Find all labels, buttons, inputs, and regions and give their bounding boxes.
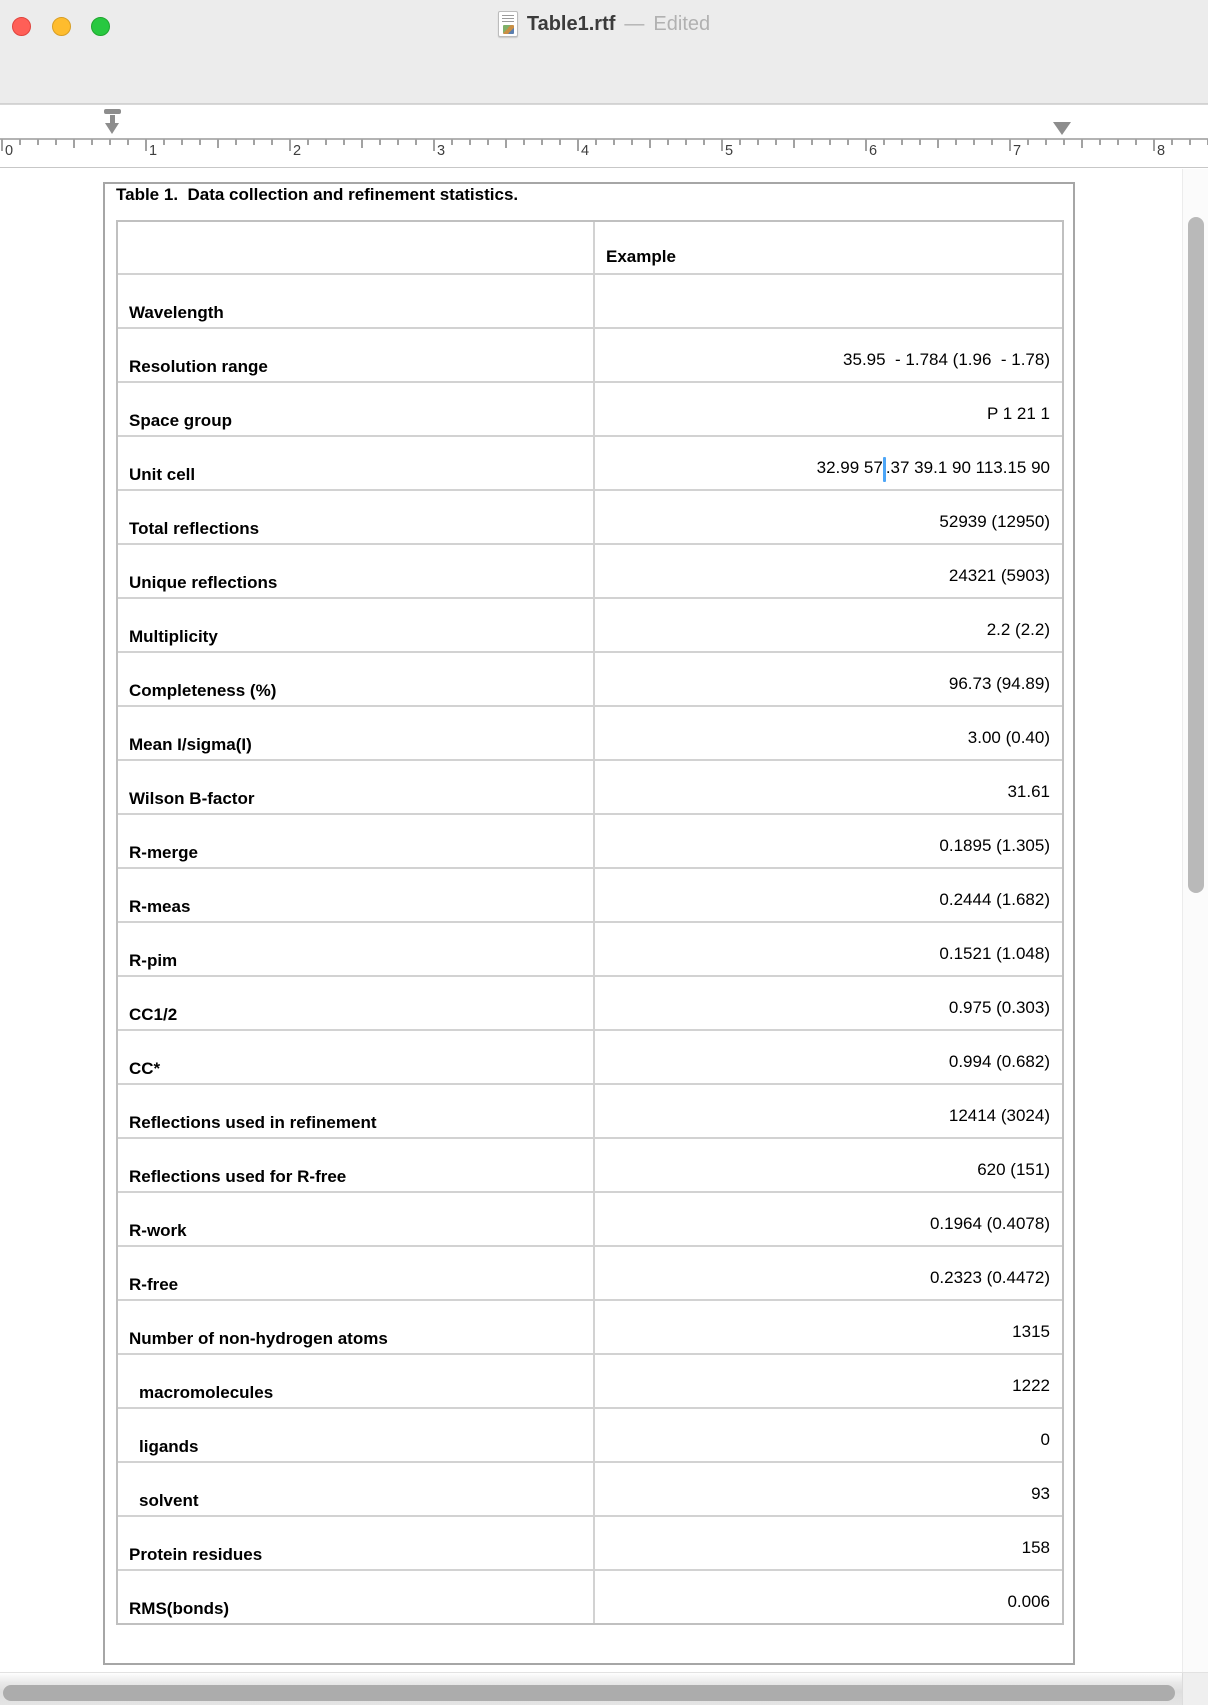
row-label[interactable]: Multiplicity: [129, 627, 218, 646]
table-row[interactable]: [118, 1083, 1062, 1137]
ruler-tick: [811, 139, 813, 145]
table-row[interactable]: [118, 327, 1062, 381]
table-row[interactable]: [118, 1245, 1062, 1299]
ruler-tick: [577, 139, 579, 151]
row-value[interactable]: P 1 21 1: [593, 383, 1062, 435]
ruler-tick: [757, 139, 759, 145]
ruler-tick: [109, 139, 111, 145]
row-value[interactable]: 52939 (12950): [593, 491, 1062, 543]
ruler-tick: [217, 139, 219, 148]
document-page[interactable]: [0, 169, 1208, 1705]
ruler-tick: [523, 139, 525, 145]
row-value[interactable]: 31.61: [593, 761, 1062, 813]
table-row[interactable]: [118, 1461, 1062, 1515]
ruler-tick: [361, 139, 363, 148]
table-row[interactable]: [118, 1029, 1062, 1083]
table-row[interactable]: [118, 975, 1062, 1029]
header-empty-cell[interactable]: [118, 222, 593, 273]
ruler-tick: [433, 139, 435, 151]
table-row[interactable]: [118, 381, 1062, 435]
ruler-tick: [469, 139, 471, 145]
ruler-tick: [1045, 139, 1047, 145]
ruler-number: 2: [293, 143, 302, 159]
ruler-tick: [1189, 139, 1191, 145]
row-value[interactable]: 1222: [593, 1355, 1062, 1407]
row-value[interactable]: 3.00 (0.40): [593, 707, 1062, 759]
table-row[interactable]: [118, 759, 1062, 813]
row-label[interactable]: solvent: [139, 1491, 199, 1510]
row-value[interactable]: 1315: [593, 1301, 1062, 1353]
row-value[interactable]: 0.1895 (1.305): [593, 815, 1062, 867]
title-separator: —: [624, 12, 645, 35]
ruler-tick: [163, 139, 165, 145]
ruler-tick: [595, 139, 597, 145]
ruler-tick: [307, 139, 309, 145]
row-value[interactable]: 0.006: [593, 1571, 1062, 1623]
table-row[interactable]: [118, 1353, 1062, 1407]
ruler-tick: [55, 139, 57, 145]
ruler-tick: [883, 139, 885, 145]
row-label[interactable]: Protein residues: [129, 1545, 263, 1564]
table-caption[interactable]: Table 1. Data collection and refinement statistics.: [116, 185, 519, 204]
row-label[interactable]: macromolecules: [139, 1383, 274, 1402]
ruler-tick: [703, 139, 705, 145]
row-label[interactable]: RMS(bonds): [129, 1599, 230, 1618]
ruler-tick: [289, 139, 291, 151]
ruler-tick: [127, 139, 129, 145]
value-before-cursor: 32.99 57: [816, 458, 883, 477]
ruler-tick: [19, 139, 21, 145]
ruler-tick: [739, 139, 741, 145]
horizontal-scrollbar-thumb[interactable]: [3, 1685, 1175, 1701]
row-label[interactable]: Wavelength: [129, 303, 224, 322]
row-label[interactable]: Number of non-hydrogen atoms: [129, 1329, 388, 1348]
statistics-table: [116, 220, 1064, 1625]
ruler-number: 4: [581, 143, 590, 159]
ruler-number: 8: [1157, 143, 1166, 159]
vertical-scrollbar-thumb[interactable]: [1188, 217, 1204, 893]
table-row[interactable]: [118, 1515, 1062, 1569]
ruler-tick: [1117, 139, 1119, 145]
ruler-tick: [541, 139, 543, 145]
table-row[interactable]: [118, 921, 1062, 975]
row-value[interactable]: 0.2444 (1.682): [593, 869, 1062, 921]
row-value[interactable]: 24321 (5903): [593, 545, 1062, 597]
row-label[interactable]: Completeness (%): [129, 681, 277, 700]
table-row[interactable]: [118, 273, 1062, 327]
row-label[interactable]: R-merge: [129, 843, 198, 862]
row-label[interactable]: Mean I/sigma(I): [129, 735, 252, 754]
table-row[interactable]: [118, 1137, 1062, 1191]
edited-status: Edited: [653, 12, 711, 35]
ruler-tick: [685, 139, 687, 145]
table-row[interactable]: [118, 813, 1062, 867]
ruler-tick: [775, 139, 777, 145]
table-row[interactable]: [118, 1569, 1062, 1623]
table-row[interactable]: [118, 651, 1062, 705]
table-row[interactable]: [118, 1299, 1062, 1353]
table-row[interactable]: [118, 867, 1062, 921]
ruler-tick: [937, 139, 939, 148]
ruler-tick: [919, 139, 921, 145]
row-label[interactable]: R-pim: [129, 951, 178, 970]
ruler-tick: [145, 139, 147, 151]
row-label[interactable]: Total reflections: [129, 519, 260, 538]
ruler-tick: [793, 139, 795, 148]
row-label[interactable]: R-work: [129, 1221, 187, 1240]
row-value[interactable]: 2.2 (2.2): [593, 599, 1062, 651]
first-line-indent-marker[interactable]: [104, 109, 121, 114]
title-bar: [0, 0, 1208, 48]
row-value[interactable]: [593, 437, 1062, 489]
window-title-group[interactable]: [0, 0, 1208, 48]
row-value[interactable]: 158: [593, 1517, 1062, 1569]
row-value[interactable]: 93: [593, 1463, 1062, 1515]
ruler-tick: [451, 139, 453, 145]
ruler-tick: [397, 139, 399, 145]
table-row[interactable]: [118, 1191, 1062, 1245]
row-value[interactable]: 35.95 - 1.784 (1.96 - 1.78): [593, 329, 1062, 381]
row-label[interactable]: Unit cell: [129, 465, 196, 484]
row-value[interactable]: 620 (151): [593, 1139, 1062, 1191]
ruler-tick: [991, 139, 993, 145]
ruler-tick: [343, 139, 345, 145]
ruler-tick: [1099, 139, 1101, 145]
row-label[interactable]: CC*: [129, 1059, 161, 1078]
row-label[interactable]: R-free: [129, 1275, 179, 1294]
vertical-scrollbar-track[interactable]: [1182, 169, 1208, 1672]
table-outer-frame: [103, 182, 1075, 1665]
ruler-tick: [253, 139, 255, 145]
ruler-tick: [181, 139, 183, 145]
ruler-number: 1: [149, 143, 158, 159]
header-example-cell[interactable]: Example: [593, 222, 1062, 273]
value-after-cursor: .37 39.1 90 113.15 90: [885, 458, 1050, 477]
row-value[interactable]: [593, 275, 1062, 327]
ruler-tick: [91, 139, 93, 145]
ruler-tick: [1063, 139, 1065, 145]
row-label[interactable]: Resolution range: [129, 357, 268, 376]
row-label[interactable]: ligands: [139, 1437, 199, 1456]
ruler-tick: [1081, 139, 1083, 148]
stats-table-body: [118, 273, 1062, 1623]
left-indent-marker[interactable]: [105, 123, 119, 134]
ruler-tick: [1153, 139, 1155, 151]
table-row[interactable]: [118, 543, 1062, 597]
row-value[interactable]: 0.994 (0.682): [593, 1031, 1062, 1083]
ruler-number: 6: [869, 143, 878, 159]
ruler-tick: [505, 139, 507, 148]
ruler-tick: [955, 139, 957, 145]
row-label[interactable]: Wilson B-factor: [129, 789, 255, 808]
ruler-number: 0: [5, 143, 14, 159]
row-label[interactable]: CC1/2: [129, 1005, 178, 1024]
table-row[interactable]: [118, 1407, 1062, 1461]
ruler-tick: [1171, 139, 1173, 145]
document-icon: [498, 11, 518, 37]
ruler-tick: [973, 139, 975, 145]
ruler-tick: [847, 139, 849, 145]
ruler-tick: [37, 139, 39, 145]
ruler-tick: [667, 139, 669, 145]
table-row[interactable]: [118, 489, 1062, 543]
ruler-tick: [271, 139, 273, 145]
window-title: Table1.rtf: [526, 12, 616, 35]
ruler-tick: [1, 139, 3, 151]
row-value[interactable]: 96.73 (94.89): [593, 653, 1062, 705]
scrollbar-corner: [1182, 1673, 1208, 1705]
ruler-tick: [901, 139, 903, 145]
ruler-tick: [487, 139, 489, 145]
table-row[interactable]: [118, 705, 1062, 759]
ruler-number: 3: [437, 143, 446, 159]
ruler-tick: [865, 139, 867, 151]
ruler-tick: [1027, 139, 1029, 145]
row-value[interactable]: 0.975 (0.303): [593, 977, 1062, 1029]
row-label[interactable]: Unique reflections: [129, 573, 278, 592]
right-indent-marker[interactable]: [1053, 122, 1071, 135]
ruler-tick: [379, 139, 381, 145]
ruler-tick: [829, 139, 831, 145]
ruler-tick: [631, 139, 633, 145]
ruler-tick: [1009, 139, 1011, 151]
ruler-tick: [415, 139, 417, 145]
ruler[interactable]: [0, 104, 1208, 168]
row-label[interactable]: R-meas: [129, 897, 191, 916]
ruler-number: 5: [725, 143, 734, 159]
table-row[interactable]: [118, 435, 1062, 489]
row-value[interactable]: 0: [593, 1409, 1062, 1461]
table-header-row[interactable]: [118, 222, 1062, 273]
ruler-tick: [559, 139, 561, 145]
row-value[interactable]: 12414 (3024): [593, 1085, 1062, 1137]
ruler-tick: [649, 139, 651, 148]
row-value[interactable]: 0.1964 (0.4078): [593, 1193, 1062, 1245]
table-row[interactable]: [118, 597, 1062, 651]
format-toolbar: [0, 48, 1208, 104]
row-label[interactable]: Space group: [129, 411, 232, 430]
ruler-tick: [1135, 139, 1137, 145]
row-value[interactable]: 0.1521 (1.048): [593, 923, 1062, 975]
ruler-number: 7: [1013, 143, 1022, 159]
row-label[interactable]: Reflections used for R-free: [129, 1167, 347, 1186]
ruler-tick: [325, 139, 327, 145]
ruler-tick: [199, 139, 201, 145]
ruler-tick: [721, 139, 723, 151]
row-value[interactable]: 0.2323 (0.4472): [593, 1247, 1062, 1299]
ruler-tick: [235, 139, 237, 145]
ruler-tick: [73, 139, 75, 148]
ruler-tick: [613, 139, 615, 145]
horizontal-scrollbar-track[interactable]: [0, 1672, 1208, 1705]
row-label[interactable]: Reflections used in refinement: [129, 1113, 377, 1132]
